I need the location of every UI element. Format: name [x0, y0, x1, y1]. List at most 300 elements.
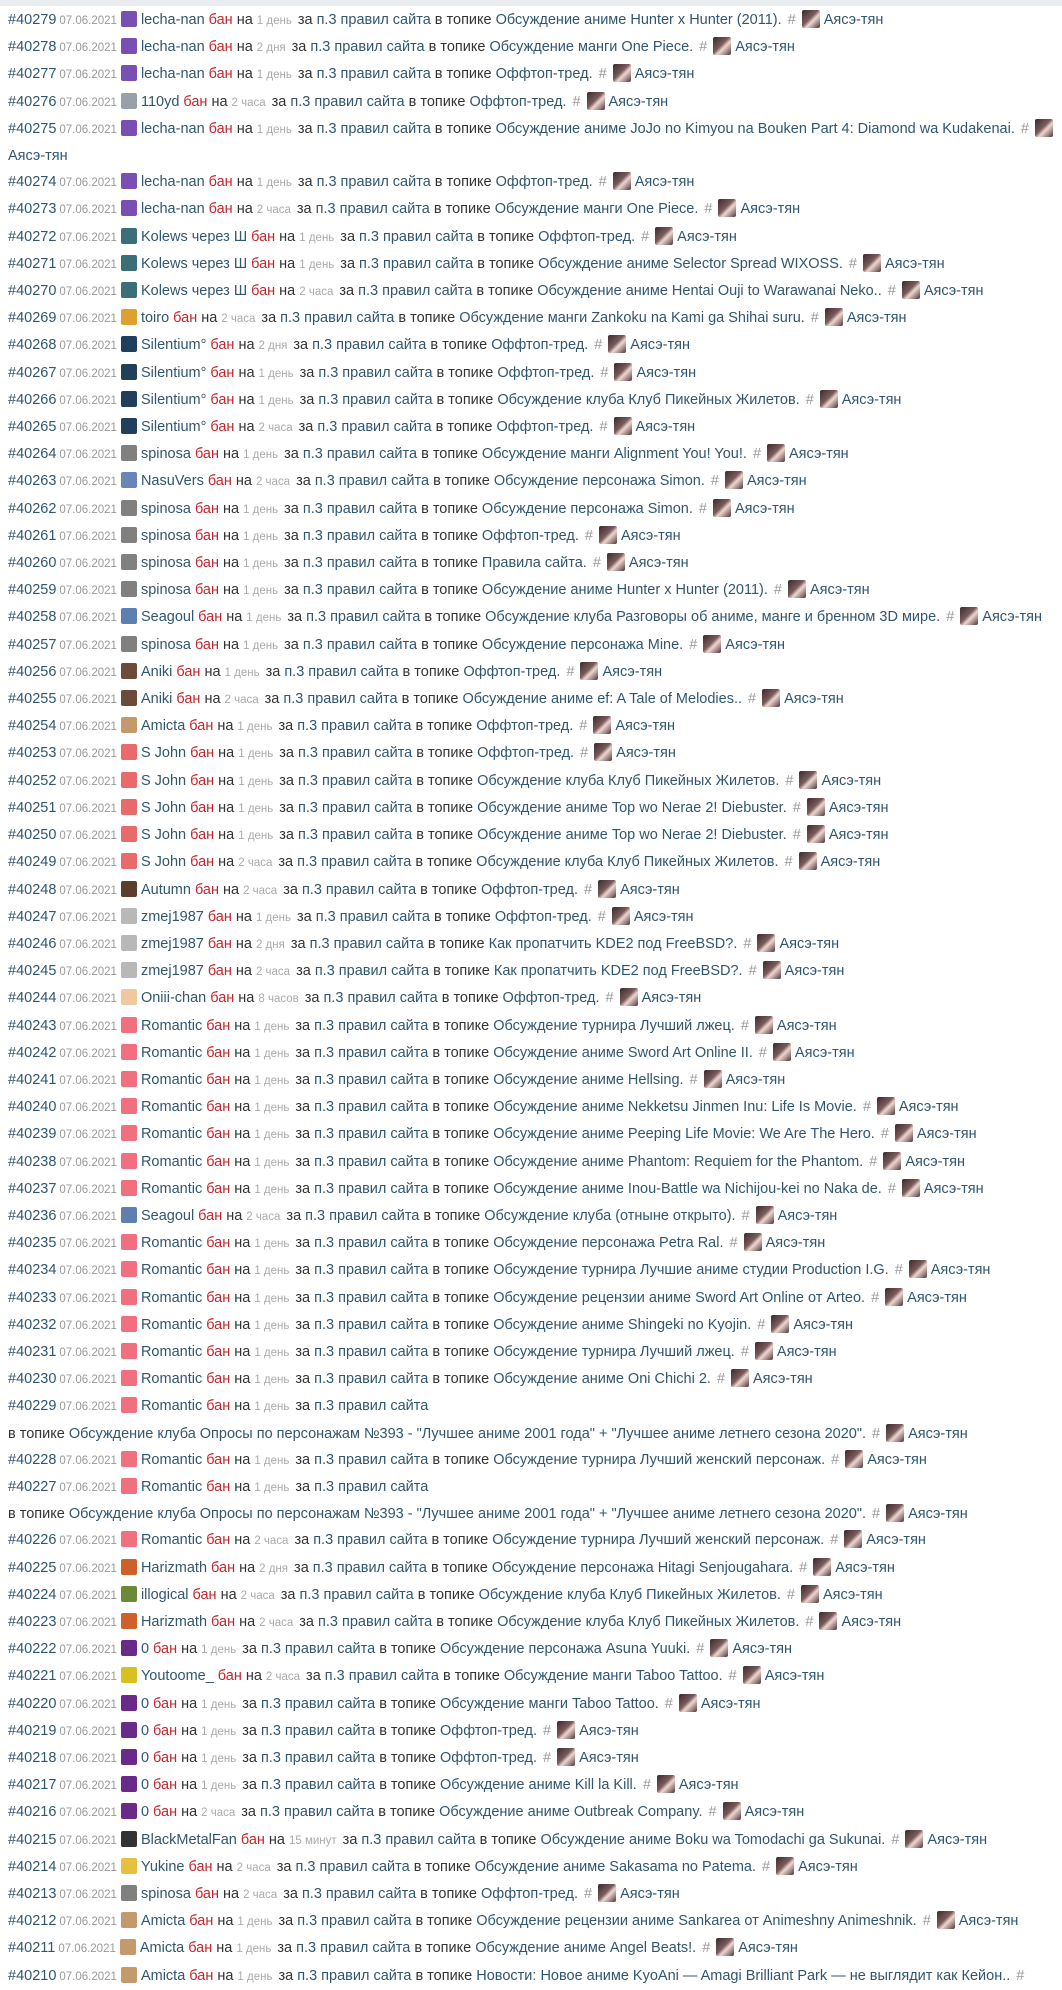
entry-id-link[interactable]: #40255 — [8, 691, 57, 708]
rule-link[interactable]: п.3 правил сайта — [302, 636, 418, 653]
rule-link[interactable]: п.3 правил сайта — [314, 1126, 429, 1143]
rule-link[interactable]: п.3 правил сайта — [296, 1940, 411, 1957]
comment-hash-link[interactable]: # — [862, 1099, 871, 1116]
user-link[interactable]: Amicta — [140, 718, 186, 735]
moderator-link[interactable]: Аясэ-тян — [579, 1750, 639, 1766]
moderator-link[interactable]: Аясэ-тян — [784, 691, 844, 708]
moderator-link[interactable]: Аясэ-тян — [777, 1207, 838, 1224]
moderator-link[interactable]: Аясэ-тян — [641, 990, 702, 1007]
moderator-avatar[interactable] — [877, 1097, 895, 1115]
moderator-link[interactable]: Аясэ-тян — [958, 1913, 1019, 1930]
moderator-link[interactable]: Аясэ-тян — [602, 663, 663, 680]
entry-id-link[interactable]: #40238 — [8, 1153, 57, 1170]
entry-id-link[interactable]: #40239 — [8, 1126, 57, 1143]
entry-id-link[interactable]: #40222 — [8, 1641, 57, 1658]
moderator-link[interactable]: Аясэ-тян — [700, 1695, 761, 1712]
user-link[interactable]: spinosa — [140, 582, 191, 599]
topic-link[interactable]: Обсуждение аниме Boku wa Tomodachi ga Sukunai. — [540, 1831, 886, 1848]
topic-link[interactable]: Обсуждение клуба Клуб Пикейных Жилетов. — [477, 772, 780, 789]
entry-id-link[interactable]: #40265 — [8, 419, 57, 436]
entry-id-link[interactable]: #40229 — [8, 1398, 57, 1415]
entry-id-link[interactable]: #40221 — [8, 1668, 57, 1685]
moderator-link[interactable]: Аясэ-тян — [8, 148, 68, 165]
user-avatar[interactable] — [121, 1667, 137, 1683]
user-link[interactable]: Amicta — [140, 1967, 186, 1984]
rule-link[interactable]: п.3 правил сайта — [314, 1451, 429, 1468]
comment-hash-link[interactable]: # — [799, 1559, 808, 1576]
comment-hash-link[interactable]: # — [708, 1804, 717, 1821]
user-link[interactable]: Youtoome_ — [140, 1668, 214, 1685]
moderator-link[interactable]: Аясэ-тян — [898, 1099, 959, 1116]
entry-id-link[interactable]: #40262 — [8, 500, 57, 517]
entry-id-link[interactable]: #40266 — [8, 391, 57, 408]
user-link[interactable]: S John — [140, 745, 187, 762]
user-link[interactable]: Romantic — [140, 1017, 203, 1034]
moderator-avatar[interactable] — [757, 934, 775, 952]
entry-id-link[interactable]: #40261 — [8, 527, 57, 544]
user-avatar[interactable] — [121, 1749, 137, 1765]
moderator-link[interactable]: Аясэ-тян — [753, 1371, 813, 1388]
comment-hash-link[interactable]: # — [741, 1207, 750, 1224]
user-link[interactable]: lecha-nan — [140, 39, 205, 56]
rule-link[interactable]: п.3 правил сайта — [312, 1559, 427, 1576]
comment-hash-link[interactable]: # — [757, 1316, 766, 1333]
topic-link[interactable]: Обсуждение аниме Inou-Battle wa Nichijou-kei no Naka de. — [493, 1180, 882, 1197]
moderator-link[interactable]: Аясэ-тян — [630, 337, 690, 354]
rule-link[interactable]: п.3 правил сайта — [323, 990, 438, 1007]
comment-hash-link[interactable]: # — [729, 1235, 738, 1252]
user-avatar[interactable] — [121, 38, 137, 54]
topic-link[interactable]: Обсуждение турнира Лучшие аниме студии Production I.G. — [493, 1262, 889, 1279]
comment-hash-link[interactable]: # — [946, 609, 955, 626]
user-avatar[interactable] — [121, 1071, 137, 1087]
moderator-avatar[interactable] — [960, 607, 978, 625]
moderator-link[interactable]: Аясэ-тян — [677, 228, 737, 245]
topic-link[interactable]: Обсуждение аниме ef: A Tale of Melodies.. — [462, 691, 743, 708]
comment-hash-link[interactable]: # — [743, 935, 752, 952]
comment-hash-link[interactable]: # — [642, 1777, 651, 1794]
moderator-avatar[interactable] — [773, 1043, 791, 1061]
comment-hash-link[interactable]: # — [887, 1180, 896, 1197]
entry-id-link[interactable]: #40279 — [8, 12, 57, 28]
moderator-avatar[interactable] — [587, 92, 605, 110]
user-link[interactable]: Romantic — [140, 1316, 203, 1333]
entry-id-link[interactable]: #40216 — [8, 1804, 57, 1821]
entry-id-link[interactable]: #40215 — [8, 1831, 57, 1848]
user-link[interactable]: 0 — [140, 1695, 150, 1712]
rule-link[interactable]: п.3 правил сайта — [313, 1532, 428, 1549]
entry-id-link[interactable]: #40214 — [8, 1858, 57, 1875]
moderator-avatar[interactable] — [612, 907, 630, 925]
moderator-avatar[interactable] — [679, 1694, 697, 1712]
entry-id-link[interactable]: #40250 — [8, 827, 57, 844]
moderator-link[interactable]: Аясэ-тян — [678, 1777, 739, 1794]
user-avatar[interactable] — [121, 1017, 137, 1033]
user-link[interactable]: 0 — [140, 1722, 150, 1739]
moderator-avatar[interactable] — [718, 199, 736, 217]
comment-hash-link[interactable]: # — [597, 908, 606, 925]
user-link[interactable]: Romantic — [140, 1235, 203, 1252]
entry-id-link[interactable]: #40219 — [8, 1722, 57, 1739]
topic-link[interactable]: Обсуждение клуба Клуб Пикейных Жилетов. — [497, 391, 800, 408]
rule-link[interactable]: п.3 правил сайта — [305, 1207, 420, 1224]
user-avatar[interactable] — [121, 255, 137, 271]
moderator-avatar[interactable] — [743, 1666, 761, 1684]
user-avatar[interactable] — [121, 336, 137, 352]
moderator-avatar[interactable] — [725, 471, 743, 489]
user-link[interactable]: Romantic — [140, 1532, 203, 1549]
user-link[interactable]: Romantic — [140, 1343, 203, 1360]
moderator-link[interactable]: Аясэ-тян — [810, 582, 870, 599]
user-link[interactable]: Silentium° — [140, 391, 207, 408]
topic-link[interactable]: Обсуждение турнира Лучший женский персонаж. — [492, 1532, 825, 1549]
rule-link[interactable]: п.3 правил сайта — [302, 527, 418, 544]
entry-id-link[interactable]: #40235 — [8, 1235, 57, 1252]
moderator-avatar[interactable] — [902, 1179, 920, 1197]
user-avatar[interactable] — [121, 935, 137, 951]
user-avatar[interactable] — [121, 581, 137, 597]
moderator-link[interactable]: Аясэ-тян — [822, 1586, 883, 1603]
moderator-avatar[interactable] — [598, 880, 616, 898]
user-link[interactable]: S John — [140, 854, 187, 871]
topic-link[interactable]: Обсуждение турнира Лучший лжец. — [493, 1343, 735, 1360]
rule-link[interactable]: п.3 правил сайта — [301, 1886, 417, 1903]
user-avatar[interactable] — [121, 908, 137, 924]
rule-link[interactable]: п.3 правил сайта — [260, 1777, 376, 1794]
moderator-link[interactable]: Аясэ-тян — [635, 419, 696, 436]
user-avatar[interactable] — [121, 418, 137, 434]
rule-link[interactable]: п.3 правил сайта — [314, 963, 430, 980]
moderator-link[interactable]: Аясэ-тян — [634, 66, 695, 83]
rule-link[interactable]: п.3 правил сайта — [260, 1722, 376, 1739]
comment-hash-link[interactable]: # — [600, 364, 609, 381]
entry-id-link[interactable]: #40237 — [8, 1180, 57, 1197]
entry-id-link[interactable]: #40246 — [8, 935, 57, 952]
user-avatar[interactable] — [121, 500, 137, 516]
user-link[interactable]: Harizmath — [140, 1559, 208, 1576]
user-link[interactable]: Romantic — [140, 1398, 203, 1415]
entry-id-link[interactable]: #40244 — [8, 990, 57, 1007]
moderator-link[interactable]: Аясэ-тян — [776, 1017, 837, 1034]
moderator-link[interactable]: Аясэ-тян — [633, 908, 694, 925]
comment-hash-link[interactable]: # — [566, 663, 575, 680]
user-avatar[interactable] — [121, 1370, 137, 1386]
user-avatar[interactable] — [121, 173, 137, 189]
rule-link[interactable]: п.3 правил сайта — [284, 663, 399, 680]
user-avatar[interactable] — [121, 1803, 137, 1819]
rule-link[interactable]: п.3 правил сайта — [314, 1153, 429, 1170]
rule-link[interactable]: п.3 правил сайта — [297, 1967, 412, 1984]
moderator-avatar[interactable] — [902, 281, 920, 299]
rule-link[interactable]: п.3 правил сайта — [297, 854, 412, 871]
comment-hash-link[interactable]: # — [605, 990, 614, 1007]
moderator-link[interactable]: Аясэ-тян — [905, 1153, 966, 1170]
moderator-avatar[interactable] — [886, 1504, 904, 1522]
topic-link[interactable]: Обсуждение аниме Outbreak Company. — [439, 1804, 703, 1821]
comment-hash-link[interactable]: # — [831, 1451, 840, 1468]
moderator-avatar[interactable] — [613, 64, 631, 82]
moderator-link[interactable]: Аясэ-тян — [735, 39, 795, 56]
comment-hash-link[interactable]: # — [584, 527, 593, 544]
rule-link[interactable]: п.3 правил сайта — [298, 799, 413, 816]
user-avatar[interactable] — [121, 445, 137, 461]
rule-link[interactable]: п.3 правил сайта — [260, 1695, 376, 1712]
moderator-avatar[interactable] — [883, 1152, 901, 1170]
entry-id-link[interactable]: #40233 — [8, 1289, 57, 1306]
user-avatar[interactable] — [121, 1125, 137, 1141]
moderator-link[interactable]: Аясэ-тян — [620, 527, 681, 544]
user-link[interactable]: spinosa — [140, 1886, 191, 1903]
moderator-avatar[interactable] — [755, 1016, 773, 1034]
topic-link[interactable]: Оффтоп-тред. — [496, 419, 594, 436]
user-link[interactable]: Amicta — [139, 1940, 185, 1957]
entry-id-link[interactable]: #40276 — [8, 93, 57, 110]
moderator-avatar[interactable] — [608, 335, 626, 353]
user-link[interactable]: 0 — [140, 1777, 150, 1794]
moderator-link[interactable]: Аясэ-тян — [776, 1343, 837, 1360]
moderator-avatar[interactable] — [885, 1288, 903, 1306]
user-avatar[interactable] — [121, 554, 137, 570]
moderator-avatar[interactable] — [614, 417, 632, 435]
rule-link[interactable]: п.3 правил сайта — [314, 1398, 429, 1415]
user-link[interactable]: Oniii-chan — [140, 990, 207, 1007]
topic-link[interactable]: Оффтоп-тред. — [477, 745, 575, 762]
user-link[interactable]: Autumn — [140, 881, 191, 898]
comment-hash-link[interactable]: # — [773, 582, 782, 599]
moderator-avatar[interactable] — [801, 1585, 819, 1603]
moderator-avatar[interactable] — [614, 363, 632, 381]
topic-link[interactable]: Обсуждение персонажа Simon. — [493, 473, 705, 490]
user-link[interactable]: Kolews через Ш — [140, 283, 248, 300]
entry-id-link[interactable]: #40220 — [8, 1695, 57, 1712]
comment-hash-link[interactable]: # — [699, 39, 708, 56]
comment-hash-link[interactable]: # — [805, 391, 814, 408]
topic-link[interactable]: Обсуждение персонажа Mine. — [481, 636, 684, 653]
moderator-avatar[interactable] — [620, 988, 638, 1006]
topic-link[interactable]: Обсуждение манги Taboo Tattoo. — [440, 1695, 659, 1712]
rule-link[interactable]: п.3 правил сайта — [302, 555, 418, 572]
user-avatar[interactable] — [120, 1939, 136, 1955]
entry-id-link[interactable]: #40231 — [8, 1343, 57, 1360]
entry-id-link[interactable]: #40268 — [8, 337, 57, 354]
moderator-avatar[interactable] — [755, 1342, 773, 1360]
moderator-avatar[interactable] — [580, 662, 598, 680]
user-avatar[interactable] — [121, 228, 137, 244]
rule-link[interactable]: п.3 правил сайта — [314, 1071, 429, 1088]
topic-link[interactable]: Обсуждение аниме Sword Art Online II. — [493, 1044, 753, 1061]
rule-link[interactable]: п.3 правил сайта — [314, 1289, 429, 1306]
topic-link[interactable]: Оффтоп-тред. — [440, 1750, 537, 1766]
user-link[interactable]: Yukine — [140, 1858, 185, 1875]
user-link[interactable]: spinosa — [140, 500, 191, 517]
moderator-link[interactable]: Аясэ-тян — [923, 283, 984, 300]
comment-hash-link[interactable]: # — [598, 174, 607, 191]
user-link[interactable]: Romantic — [140, 1262, 203, 1279]
topic-link[interactable]: Обсуждение рецензии аниме Sankarea от Animeshny Animeshnik. — [476, 1913, 917, 1930]
topic-link[interactable]: Обсуждение манги One Piece. — [489, 39, 694, 56]
moderator-avatar[interactable] — [819, 1612, 837, 1630]
user-link[interactable]: S John — [140, 772, 187, 789]
moderator-avatar[interactable] — [598, 1884, 616, 1902]
user-avatar[interactable] — [121, 364, 137, 380]
comment-hash-link[interactable]: # — [752, 446, 762, 463]
entry-id-link[interactable]: #40248 — [8, 881, 57, 898]
moderator-link[interactable]: Аясэ-тян — [784, 963, 845, 980]
comment-hash-link[interactable]: # — [716, 1371, 726, 1388]
rule-link[interactable]: п.3 правил сайта — [297, 1913, 412, 1930]
moderator-avatar[interactable] — [716, 1938, 734, 1956]
rule-link[interactable]: п.3 правил сайта — [298, 745, 413, 762]
entry-id-link[interactable]: #40277 — [8, 66, 57, 83]
user-link[interactable]: BlackMetalFan — [140, 1831, 237, 1848]
rule-link[interactable]: п.3 правил сайта — [318, 364, 433, 381]
rule-link[interactable]: п.3 правил сайта — [302, 446, 418, 463]
user-avatar[interactable] — [121, 1695, 137, 1711]
user-link[interactable]: lecha-nan — [140, 201, 205, 218]
user-avatar[interactable] — [121, 1234, 137, 1250]
entry-id-link[interactable]: #40272 — [8, 228, 57, 245]
user-avatar[interactable] — [121, 1261, 137, 1277]
moderator-link[interactable]: Аясэ-тян — [866, 1532, 926, 1549]
entry-id-link[interactable]: #40224 — [8, 1586, 57, 1603]
entry-id-link[interactable]: #40257 — [8, 636, 57, 653]
user-link[interactable]: spinosa — [140, 446, 191, 463]
entry-id-link[interactable]: #40210 — [8, 1967, 57, 1984]
rule-link[interactable]: п.3 правил сайта — [359, 255, 474, 272]
moderator-link[interactable]: Аясэ-тян — [579, 1722, 639, 1739]
topic-link[interactable]: Обсуждение аниме Angel Beats!. — [475, 1940, 697, 1957]
user-avatar[interactable] — [121, 1858, 137, 1874]
rule-link[interactable]: п.3 правил сайта — [314, 1235, 429, 1252]
rule-link[interactable]: п.3 правил сайта — [260, 1641, 376, 1658]
moderator-link[interactable]: Аясэ-тян — [793, 1316, 854, 1333]
user-avatar[interactable] — [121, 799, 137, 815]
comment-hash-link[interactable]: # — [787, 12, 796, 28]
entry-id-link[interactable]: #40252 — [8, 772, 57, 789]
entry-id-link[interactable]: #40273 — [8, 201, 57, 218]
user-link[interactable]: lecha-nan — [140, 120, 205, 137]
moderator-link[interactable]: Аясэ-тян — [982, 609, 1042, 626]
moderator-avatar[interactable] — [613, 172, 631, 190]
comment-hash-link[interactable]: # — [580, 745, 589, 762]
rule-link[interactable]: п.3 правил сайта — [315, 908, 430, 925]
rule-link[interactable]: п.3 правил сайта — [358, 283, 473, 300]
entry-id-link[interactable]: #40242 — [8, 1044, 57, 1061]
user-link[interactable]: Romantic — [140, 1451, 203, 1468]
comment-hash-link[interactable]: # — [762, 1858, 771, 1875]
moderator-link[interactable]: Аясэ-тян — [841, 1613, 902, 1630]
comment-hash-link[interactable]: # — [1016, 1967, 1025, 1984]
user-link[interactable]: NasuVers — [140, 473, 204, 490]
user-link[interactable]: Romantic — [140, 1478, 203, 1495]
user-avatar[interactable] — [121, 282, 137, 298]
moderator-link[interactable]: Аясэ-тян — [927, 1831, 988, 1848]
moderator-avatar[interactable] — [863, 254, 881, 272]
entry-id-link[interactable]: #40274 — [8, 174, 57, 191]
moderator-avatar[interactable] — [655, 227, 673, 245]
topic-link[interactable]: Обсуждение клуба Клуб Пикейных Жилетов. — [476, 854, 779, 871]
entry-id-link[interactable]: #40226 — [8, 1532, 57, 1549]
rule-link[interactable]: п.3 правил сайта — [314, 1478, 429, 1495]
topic-link[interactable]: Обсуждение персонажа Asuna Yuuki. — [440, 1641, 691, 1658]
rule-link[interactable]: п.3 правил сайта — [314, 1316, 429, 1333]
user-avatar[interactable] — [121, 1180, 137, 1196]
entry-id-link[interactable]: #40278 — [8, 39, 57, 56]
moderator-avatar[interactable] — [813, 1558, 831, 1576]
moderator-link[interactable]: Аясэ-тян — [930, 1262, 991, 1279]
rule-link[interactable]: п.3 правил сайта — [314, 1262, 429, 1279]
user-avatar[interactable] — [121, 1640, 137, 1656]
moderator-link[interactable]: Аясэ-тян — [744, 1804, 805, 1821]
rule-link[interactable]: п.3 правил сайта — [314, 1371, 429, 1388]
user-link[interactable]: lecha-nan — [140, 12, 205, 28]
entry-id-link[interactable]: #40232 — [8, 1316, 57, 1333]
entry-id-link[interactable]: #40234 — [8, 1262, 57, 1279]
comment-hash-link[interactable]: # — [758, 1044, 767, 1061]
comment-hash-link[interactable]: # — [710, 473, 719, 490]
rule-link[interactable]: п.3 правил сайта — [324, 1668, 439, 1685]
comment-hash-link[interactable]: # — [543, 1750, 552, 1766]
topic-link[interactable]: Оффтоп-тред. — [495, 174, 593, 191]
topic-link[interactable]: Обсуждение клуба Опросы по персонажам №393 - "Лучшее аниме 2001 года" + "Лучшее аниме летнего сезона 2020". — [68, 1425, 867, 1442]
user-link[interactable]: lecha-nan — [140, 174, 205, 191]
moderator-link[interactable]: Аясэ-тян — [794, 1044, 855, 1061]
moderator-link[interactable]: Аясэ-тян — [620, 1886, 680, 1903]
rule-link[interactable]: п.3 правил сайта — [301, 881, 417, 898]
topic-link[interactable]: Обсуждение аниме JoJo no Kimyou na Bouken Part 4: Diamond wa Kudakenai. — [495, 120, 1015, 137]
rule-link[interactable]: п.3 правил сайта — [298, 827, 413, 844]
moderator-link[interactable]: Аясэ-тян — [923, 1180, 984, 1197]
moderator-avatar[interactable] — [599, 526, 617, 544]
user-avatar[interactable] — [121, 663, 137, 679]
topic-link[interactable]: Оффтоп-тред. — [481, 1886, 578, 1903]
rule-link[interactable]: п.3 правил сайта — [316, 12, 431, 28]
comment-hash-link[interactable]: # — [599, 419, 608, 436]
user-link[interactable]: Romantic — [140, 1153, 203, 1170]
comment-hash-link[interactable]: # — [572, 93, 581, 110]
topic-link[interactable]: Оффтоп-тред. — [463, 663, 561, 680]
moderator-link[interactable]: Аясэ-тян — [732, 1641, 792, 1658]
rule-link[interactable]: п.3 правил сайта — [316, 174, 431, 191]
topic-link[interactable]: Обсуждение аниме Selector Spread WIXOSS. — [538, 255, 843, 272]
moderator-avatar[interactable] — [607, 553, 625, 571]
entry-id-link[interactable]: #40269 — [8, 310, 57, 327]
user-avatar[interactable] — [121, 1586, 137, 1602]
comment-hash-link[interactable]: # — [583, 1886, 593, 1903]
moderator-avatar[interactable] — [744, 1233, 762, 1251]
entry-id-link[interactable]: #40253 — [8, 745, 57, 762]
rule-link[interactable]: п.3 правил сайта — [318, 1613, 433, 1630]
entry-id-link[interactable]: #40230 — [8, 1371, 57, 1388]
topic-link[interactable]: Оффтоп-тред. — [476, 718, 574, 735]
comment-hash-link[interactable]: # — [784, 854, 793, 871]
rule-link[interactable]: п.3 правил сайта — [298, 772, 413, 789]
comment-hash-link[interactable]: # — [702, 1940, 711, 1957]
comment-hash-link[interactable]: # — [871, 1289, 880, 1306]
moderator-avatar[interactable] — [799, 852, 817, 870]
comment-hash-link[interactable]: # — [786, 1586, 795, 1603]
moderator-avatar[interactable] — [825, 308, 843, 326]
moderator-avatar[interactable] — [886, 1424, 904, 1442]
rule-link[interactable]: п.3 правил сайта — [317, 419, 432, 436]
comment-hash-link[interactable]: # — [696, 1641, 705, 1658]
comment-hash-link[interactable]: # — [894, 1262, 903, 1279]
comment-hash-link[interactable]: # — [922, 1913, 931, 1930]
user-avatar[interactable] — [121, 1098, 137, 1114]
moderator-avatar[interactable] — [845, 1450, 863, 1468]
moderator-link[interactable]: Аясэ-тян — [884, 255, 945, 272]
user-avatar[interactable] — [121, 1912, 137, 1928]
